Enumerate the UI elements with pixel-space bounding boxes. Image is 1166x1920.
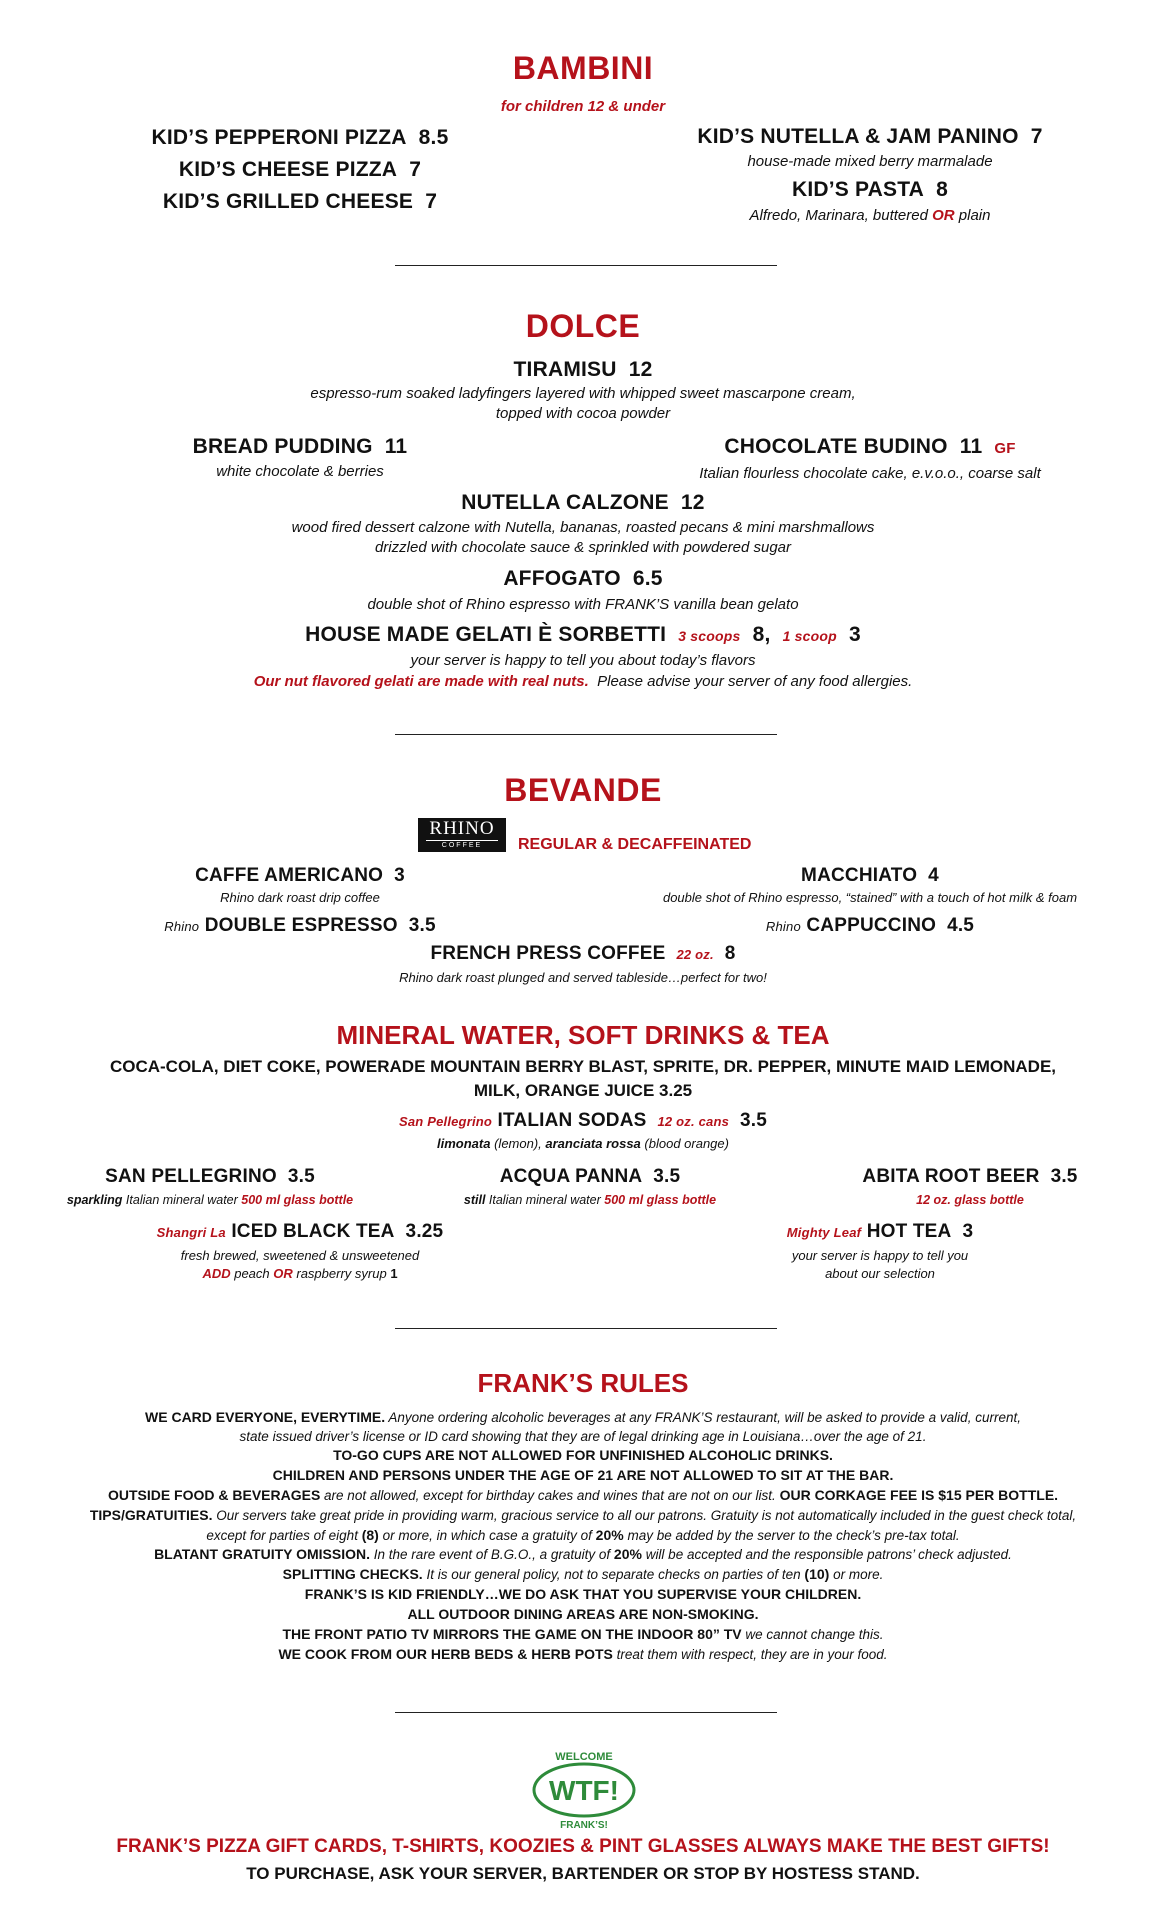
regular-decaf-label: REGULAR & DECAFFEINATED xyxy=(518,836,752,853)
footer-gifts: FRANK’S PIZZA GIFT CARDS, T-SHIRTS, KOOZIES & PINT GLASSES ALWAYS MAKE THE BEST GIFTS! xyxy=(116,1836,1050,1857)
logo-franks: FRANK’S! xyxy=(560,1820,608,1831)
rule-line: WE CARD EVERYONE, EVERYTIME. Anyone ordering alcoholic beverages at any FRANK’S restaurant, will be asked to provide a valid, current, xyxy=(145,1409,1021,1425)
divider xyxy=(395,1328,777,1329)
rule-line: THE FRONT PATIO TV MIRRORS THE GAME ON THE INDOOR 80” TV we cannot change this. xyxy=(282,1626,884,1642)
chocolate-budino: CHOCOLATE BUDINO 11 GF Italian flourless chocolate cake, e.v.o.o., coarse salt xyxy=(699,435,1041,482)
nutella-calzone: NUTELLA CALZONE 12 wood fired dessert calzone with Nutella, bananas, roasted pecans & mini marshmallows drizzled with chocolate sauce & sprinkled with powdered sugar xyxy=(291,491,875,556)
menu-item: KID’S PASTA 8 xyxy=(791,178,949,201)
rule-line: state issued driver’s license or ID card showing that they are of legal drinking age in Louisiana…over the age of 21. xyxy=(239,1429,927,1444)
abita-root-beer: ABITA ROOT BEER 3.5 12 oz. glass bottle xyxy=(862,1166,1078,1207)
item-desc: Alfredo, Marinara, buttered OR plain xyxy=(749,207,991,224)
rules-title: FRANK’S RULES xyxy=(477,1368,689,1398)
gelati: HOUSE MADE GELATI È SORBETTI 3 scoops 8, 1 scoop 3 your server is happy to tell you about today’s flavors Our nut flavored gelati are made with real nuts. Please advise your server of any food allergies. xyxy=(253,623,913,690)
gf-badge: GF xyxy=(994,440,1016,457)
logo-wtf: WTF! xyxy=(549,1775,619,1806)
menu-item: KID’S PEPPERONI PIZZA 8.5 xyxy=(151,126,449,149)
rhino-coffee-logo: RHINO COFFEE xyxy=(418,818,506,852)
mineral-title: MINERAL WATER, SOFT DRINKS & TEA xyxy=(336,1020,830,1050)
menu-item: KID’S GRILLED CHEESE 7 xyxy=(162,190,438,213)
acqua-panna: ACQUA PANNA 3.5 still Italian mineral water 500 ml glass bottle xyxy=(463,1166,717,1207)
bevande-title: BEVANDE xyxy=(504,772,662,808)
italian-sodas: San Pellegrino ITALIAN SODAS 12 oz. cans 3.5 limonata (lemon), aranciata rossa (blood orange) xyxy=(398,1110,768,1151)
rule-line: OUTSIDE FOOD & BEVERAGES are not allowed, except for birthday cakes and wines that are not on our list. OUR CORKAGE FEE IS $15 PER BOTTLE. xyxy=(107,1487,1059,1503)
iced-black-tea: Shangri La ICED BLACK TEA 3.25 fresh brewed, sweetened & unsweetened ADD peach OR raspberry syrup 1 xyxy=(156,1221,444,1281)
san-pellegrino: SAN PELLEGRINO 3.5 sparkling Italian mineral water 500 ml glass bottle xyxy=(66,1166,354,1207)
divider xyxy=(395,734,777,735)
bambini-left-list xyxy=(100,122,500,218)
rule-line: SPLITTING CHECKS. It is our general policy, not to separate checks on parties of ten (10) or more. xyxy=(282,1566,884,1582)
macchiato: MACCHIATO 4 double shot of Rhino espresso, “stained” with a touch of hot milk & foam xyxy=(662,865,1078,905)
bambini-title: BAMBINI xyxy=(512,50,654,86)
wtf-franks-logo xyxy=(528,1748,640,1832)
rule-line: TIPS/GRATUITIES. Our servers take great pride in providing warm, gracious service to all our patrons. Gratuity is not automatically included in the guest check total, xyxy=(89,1507,1077,1523)
hot-tea: Mighty Leaf HOT TEA 3 your server is happy to tell you about our selection xyxy=(786,1221,974,1281)
double-espresso: Rhino DOUBLE ESPRESSO 3.5 xyxy=(164,915,436,936)
divider xyxy=(395,265,777,266)
rule-line: WE COOK FROM OUR HERB BEDS & HERB POTS treat them with respect, they are in your food. xyxy=(278,1646,888,1662)
tiramisu: TIRAMISU 12 espresso-rum soaked ladyfingers layered with whipped sweet mascarpone cream, topped with cocoa powder xyxy=(310,358,856,422)
rule-line: ALL OUTDOOR DINING AREAS ARE NON-SMOKING. xyxy=(407,1606,759,1622)
caffe-americano: CAFFE AMERICANO 3 Rhino dark roast drip coffee xyxy=(195,865,405,905)
item-desc: house-made mixed berry marmalade xyxy=(747,153,993,170)
rule-line: BLATANT GRATUITY OMISSION. In the rare event of B.G.O., a gratuity of 20% will be accepted and the responsible patrons’ check adjusted. xyxy=(154,1546,1012,1562)
rule-line: FRANK’S IS KID FRIENDLY…WE DO ASK THAT YOU SUPERVISE YOUR CHILDREN. xyxy=(304,1586,862,1602)
logo-welcome: WELCOME xyxy=(555,1751,613,1763)
menu-item: KID’S CHEESE PIZZA 7 xyxy=(178,158,422,181)
soft-drinks-list: COCA-COLA, DIET COKE, POWERADE MOUNTAIN BERRY BLAST, SPRITE, DR. PEPPER, MINUTE MAID LEMONADE, MILK, ORANGE JUICE 3.25 xyxy=(109,1057,1057,1100)
footer-purchase: TO PURCHASE, ASK YOUR SERVER, BARTENDER OR STOP BY HOSTESS STAND. xyxy=(246,1864,920,1883)
rule-line: TO-GO CUPS ARE NOT ALLOWED FOR UNFINISHED ALCOHOLIC DRINKS. xyxy=(333,1447,833,1463)
menu-item: KID’S NUTELLA & JAM PANINO 7 xyxy=(697,125,1043,148)
divider xyxy=(395,1712,777,1713)
rule-line: except for parties of eight (8) or more, in which case a gratuity of 20% may be added by the server to the check’s pre-tax total. xyxy=(206,1527,960,1543)
rule-line: CHILDREN AND PERSONS UNDER THE AGE OF 21 ARE NOT ALLOWED TO SIT AT THE BAR. xyxy=(272,1467,894,1483)
french-press: FRENCH PRESS COFFEE 22 oz. 8 Rhino dark roast plunged and served tableside…perfect for two! xyxy=(399,943,767,985)
bambini-subtitle: for children 12 & under xyxy=(500,98,666,115)
cappuccino: Rhino CAPPUCCINO 4.5 xyxy=(765,915,975,936)
affogato: AFFOGATO 6.5 double shot of Rhino espresso with FRANK’S vanilla bean gelato xyxy=(367,567,799,613)
dolce-title: DOLCE xyxy=(525,308,641,344)
bread-pudding: BREAD PUDDING 11 white chocolate & berries xyxy=(192,435,408,480)
bambini-right-list xyxy=(640,122,1100,226)
